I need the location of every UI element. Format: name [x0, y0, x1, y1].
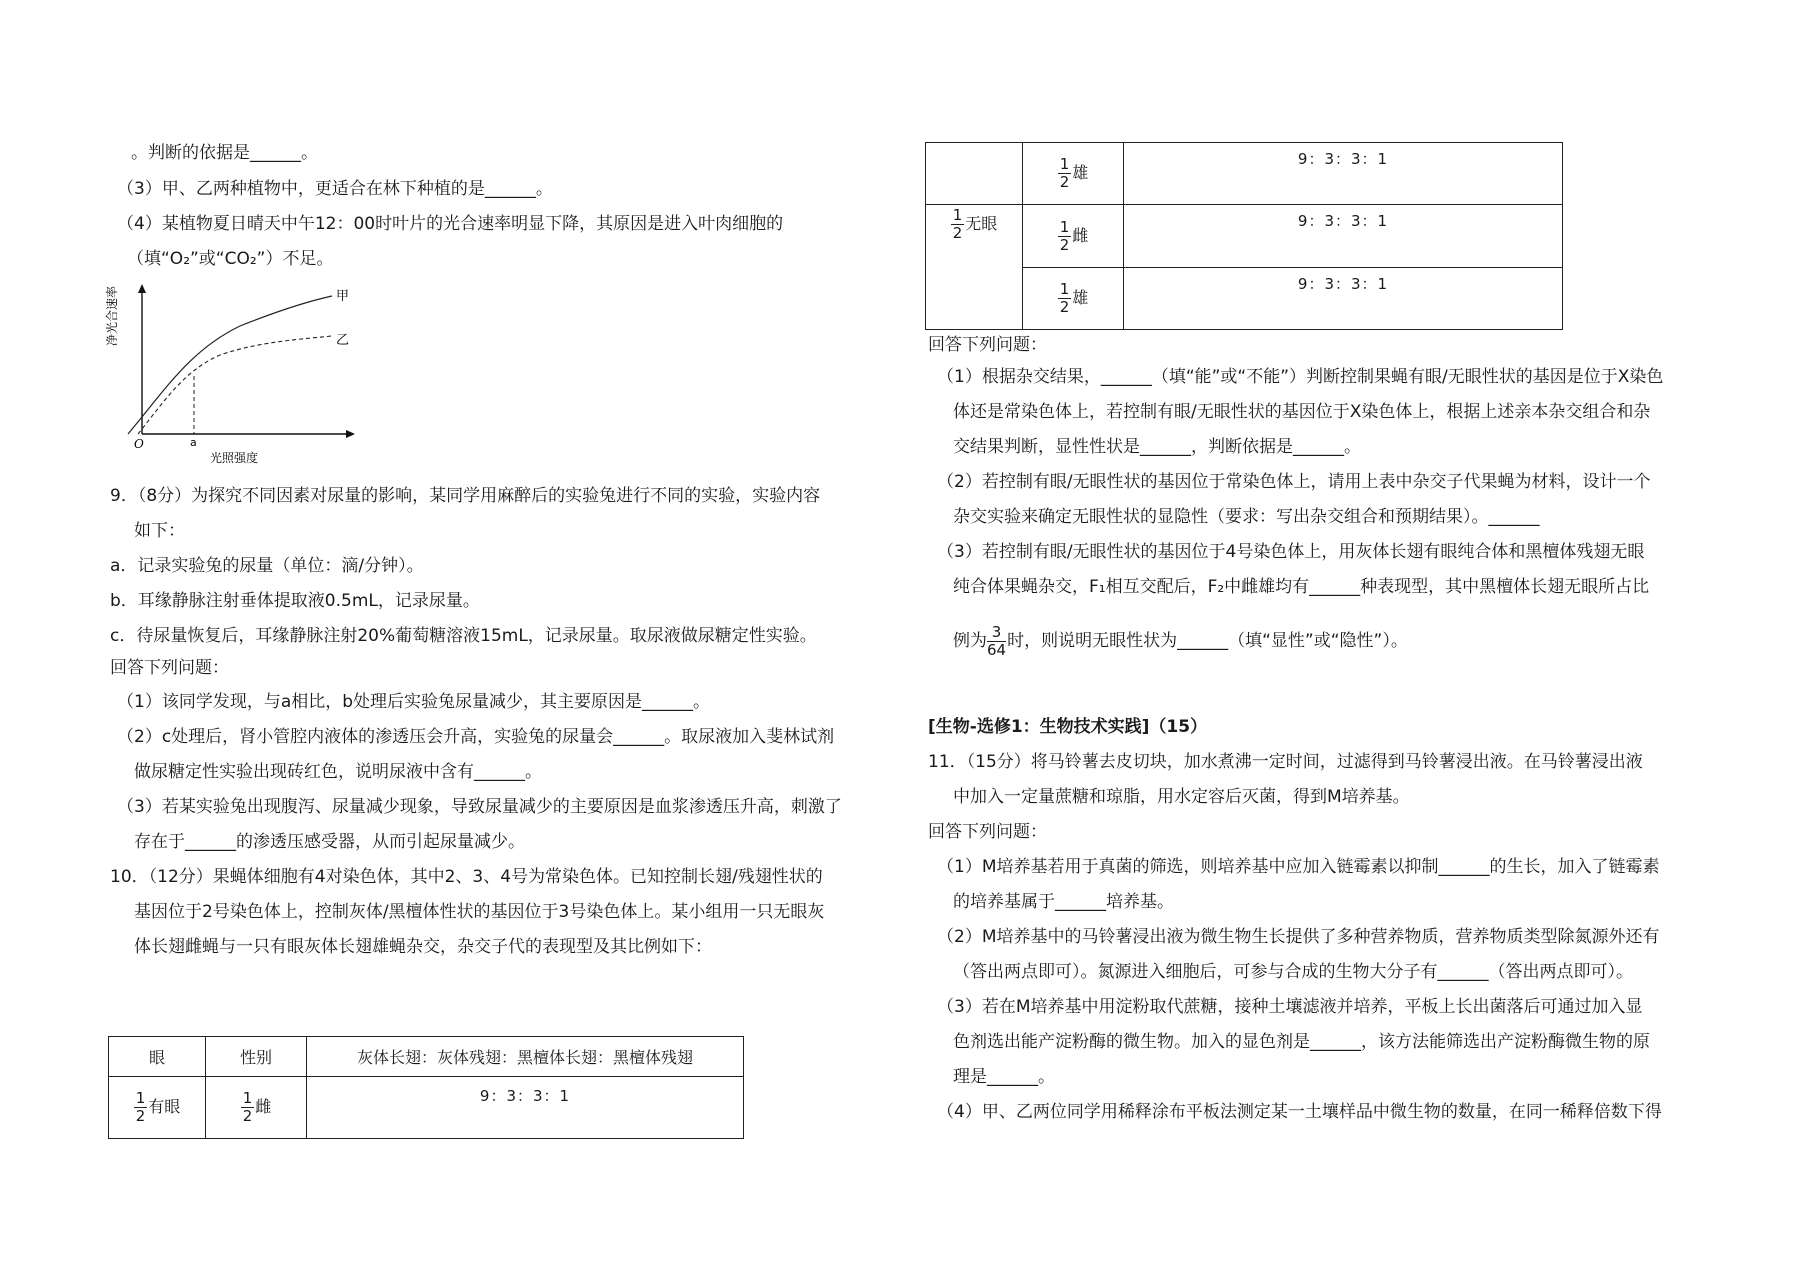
fraction-text-line	[953, 622, 1408, 660]
text-line: （1）根据杂交结果，______（填“能”或“不能”）判断控制果蝇有眼/无眼性状的基因是位于X染色	[937, 367, 1664, 387]
text-line: 纯合体果蝇杂交，F₁相互交配后，F₂中雌雄均有______种表现型，其中黑檀体长翅无眼所占比	[953, 577, 1650, 597]
text-line: （2）c处理后，肾小管腔内液体的渗透压会升高，实验兔的尿量会______。取尿液加入斐林试剂	[117, 727, 835, 747]
ratio-cell: 9：3：3：1	[479, 1087, 571, 1105]
sex-cell: 雌	[255, 1097, 272, 1116]
series-jia-label: 甲	[336, 289, 350, 304]
text-line: 基因位于2号染色体上，控制灰体/黑檀体性状的基因位于3号染色体上。某小组用一只无眼灰	[134, 902, 825, 922]
light-response-graph	[105, 280, 370, 470]
text-line: 。判断的依据是______。	[131, 143, 318, 163]
x-axis-label: 光照强度	[210, 451, 259, 465]
ratio-cell: 9：3：3：1	[1297, 275, 1389, 293]
text-line: （答出两点即可）。氮源进入细胞后，可参与合成的生物大分子有______（答出两点即可）。	[953, 962, 1633, 982]
series-yi-label: 乙	[336, 333, 350, 348]
text-line: 如下：	[134, 521, 185, 541]
text-line: 回答下列问题：	[928, 335, 1047, 355]
text-line: （3）若在M培养基中用淀粉取代蔗糖，接种土壤滤液并培养，平板上长出菌落后可通过加入显	[937, 997, 1643, 1017]
cross-result-table-continued	[925, 142, 1563, 330]
text-line: 色剂选出能产淀粉酶的微生物。加入的显色剂是______，该方法能筛选出产淀粉酶微生物的原	[953, 1032, 1650, 1052]
table-row	[926, 143, 1563, 205]
ratio-cell: 9：3：3：1	[1297, 212, 1389, 230]
table-header: 灰体长翅：灰体残翅：黑檀体长翅：黑檀体残翅	[307, 1037, 744, 1077]
text-line: 体长翅雌蝇与一只有眼灰体长翅雄蝇杂交，杂交子代的表现型及其比例如下：	[134, 937, 712, 957]
text-line: （1）M培养基若用于真菌的筛选，则培养基中应加入链霉素以抑制______的生长，加入了链霉素	[937, 857, 1660, 877]
q9-line: 9．（8分）为探究不同因素对尿量的影响，某同学用麻醉后的实验兔进行不同的实验，实验内容	[110, 486, 821, 506]
fraction: $\frac{3}{64}$	[987, 622, 1007, 659]
text-line: b．耳缘静脉注射垂体提取液0.5mL，记录尿量。	[110, 591, 480, 611]
a-mark-label: a	[190, 436, 197, 449]
table-header: 眼	[109, 1037, 206, 1077]
text-line: （填“O₂”或“CO₂”）不足。	[127, 249, 334, 269]
text-line: 回答下列问题：	[928, 822, 1047, 842]
text-line: 体还是常染色体上，若控制有眼/无眼性状的基因位于X染色体上，根据上述亲本杂交组合和杂	[953, 402, 1651, 422]
q10-line: 10．（12分）果蝇体细胞有4对染色体，其中2、3、4号为常染色体。已知控制长翅/残翅性状的	[110, 867, 823, 887]
table-row	[109, 1077, 744, 1139]
text-fragment: 时，则说明无眼性状为______（填“显性”或“隐性”）。	[1007, 631, 1408, 651]
origin-label: O	[134, 437, 144, 451]
sex-cell: 雄	[1072, 163, 1089, 182]
fraction: $\frac{1}{2}$	[135, 1089, 146, 1125]
fraction: $\frac{1}{2}$	[952, 206, 963, 242]
q11-line: 11．（15分）将马铃薯去皮切块，加水煮沸一定时间，过滤得到马铃薯浸出液。在马铃薯浸出液	[928, 752, 1643, 772]
cross-result-table	[108, 1036, 744, 1139]
text-line: （2）若控制有眼/无眼性状的基因位于常染色体上，请用上表中杂交子代果蝇为材料，设计一个	[937, 472, 1651, 492]
text-line: 杂交实验来确定无眼性状的显隐性（要求：写出杂交组合和预期结果）。______	[953, 507, 1540, 527]
table-row	[926, 205, 1563, 268]
text-line: （4）某植物夏日晴天中午12：00时叶片的光合速率明显下降，其原因是进入叶肉细胞的	[117, 214, 784, 234]
text-line: a．记录实验兔的尿量（单位：滴/分钟）。	[110, 556, 424, 576]
fraction: $\frac{1}{2}$	[1059, 280, 1070, 316]
text-line: （2）M培养基中的马铃薯浸出液为微生物生长提供了多种营养物质，营养物质类型除氮源外还有	[937, 927, 1660, 947]
text-fragment: 例为	[953, 631, 987, 651]
fraction: $\frac{1}{2}$	[1059, 217, 1070, 254]
y-axis-label: 净光合速率	[105, 285, 119, 346]
text-line: （3）甲、乙两种植物中，更适合在林下种植的是______。	[117, 179, 553, 199]
section-title: [生物-选修1：生物技术实践]（15）	[928, 717, 1208, 737]
sex-cell: 雌	[1072, 225, 1089, 245]
text-line: 理是______。	[953, 1067, 1055, 1087]
ratio-cell: 9：3：3：1	[1297, 150, 1389, 168]
text-line: 中加入一定量蔗糖和琼脂，用水定容后灭菌，得到M培养基。	[953, 787, 1410, 807]
text-line: 做尿糖定性实验出现砖红色，说明尿液中含有______。	[134, 762, 542, 782]
sex-cell: 雄	[1072, 288, 1089, 307]
text-line: （3）若某实验兔出现腹泻、尿量减少现象，导致尿量减少的主要原因是血浆渗透压升高，刺激了	[117, 797, 842, 817]
text-line: 存在于______的渗透压感受器，从而引起尿量减少。	[134, 832, 525, 852]
text-line: 交结果判断，显性性状是______，判断依据是______。	[953, 437, 1361, 457]
text-line: （4）甲、乙两位同学用稀释涂布平板法测定某一土壤样品中微生物的数量，在同一稀释倍数下得	[937, 1102, 1662, 1122]
text-line: （3）若控制有眼/无眼性状的基因位于4号染色体上，用灰体长翅有眼纯合体和黑檀体残翅无眼	[937, 542, 1645, 562]
text-line: c．待尿量恢复后，耳缘静脉注射20%葡萄糖溶液15mL，记录尿量。取尿液做尿糖定性实验。	[110, 626, 817, 646]
text-line: （1）该同学发现，与a相比，b处理后实验兔尿量减少，其主要原因是______。	[117, 692, 711, 712]
table-header: 性别	[206, 1037, 307, 1077]
fraction: $\frac{1}{2}$	[242, 1089, 253, 1125]
eye-cell: 有眼	[148, 1097, 181, 1116]
fraction: $\frac{1}{2}$	[1059, 155, 1070, 191]
eye-cell: 无眼	[965, 214, 998, 233]
text-line: 的培养基属于______培养基。	[953, 892, 1174, 912]
text-line: 回答下列问题：	[110, 658, 229, 678]
